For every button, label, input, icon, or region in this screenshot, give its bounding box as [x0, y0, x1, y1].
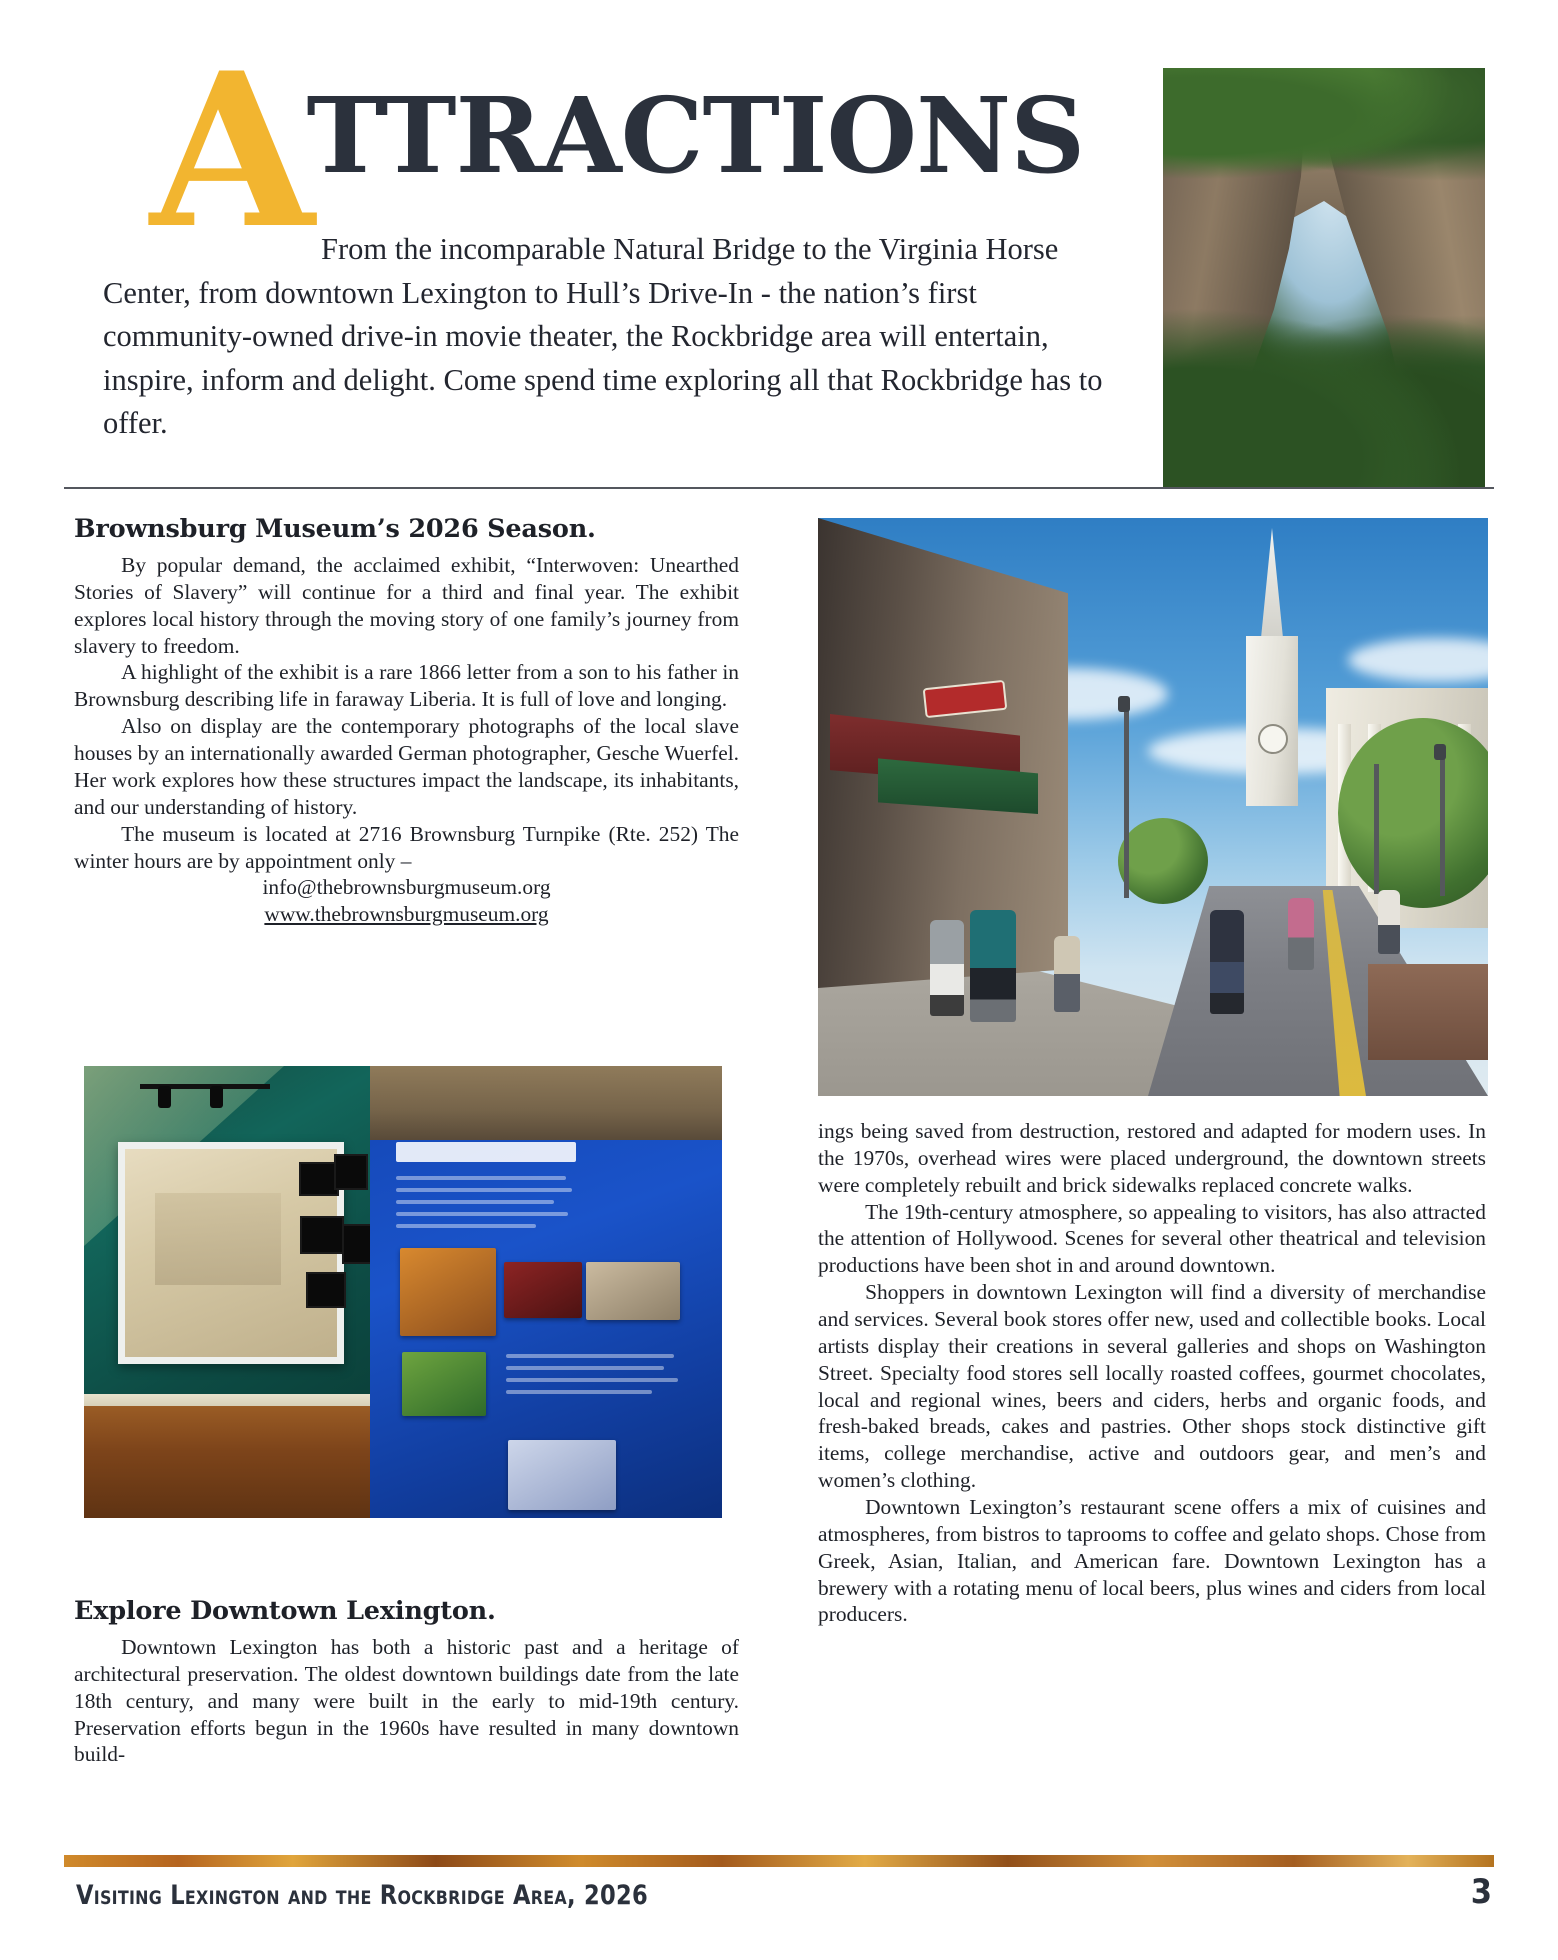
right-column	[818, 1118, 1486, 1628]
steeple-spire	[1260, 528, 1284, 648]
panel-image-tile	[400, 1248, 496, 1336]
intro-text: From the incomparable Natural Bridge to the Virginia Horse Center, from downtown Lexington to Hull’s Drive-In - the nation’s first community-owned drive-in movie theater, the Rockbridge area will entertain, inspire, inform and delight. Come spend time exploring all that Rockbridge has to offer.	[103, 232, 1103, 441]
brownsburg-paragraph-3: Also on display are the contemporary photographs of the local slave houses by an internationally awarded German photographer, Gesche Wuerfel. Her work explores how these structures impact the landscape, its inhabitants, and our understanding of history.	[74, 714, 739, 819]
pedestrian	[1288, 898, 1314, 970]
steeple-tower	[1246, 636, 1298, 806]
museum-email[interactable]: info@thebrownsburgmuseum.org	[262, 875, 551, 900]
panel-text-line	[396, 1200, 554, 1204]
pedestrian	[1210, 910, 1244, 1014]
panel-title-plate	[396, 1142, 576, 1162]
panel-text-line	[506, 1390, 652, 1394]
panel-image-tile	[508, 1440, 616, 1510]
masthead	[0, 0, 1558, 490]
track-light-a	[158, 1086, 171, 1108]
panel-text-line	[506, 1378, 678, 1382]
church-with-steeple	[1208, 528, 1338, 858]
panel-image-tile	[586, 1262, 680, 1320]
brick-wall	[1368, 964, 1488, 1060]
downtown-paragraph-right-3: Shoppers in downtown Lexington will find a diversity of merchandise and services. Several book stores offer new, used and collectible books. Local artists display their creations in several galleries and shops on Washington Street. Specialty food stores sell locally roasted coffees, gourmet chocolates, local and regional wines, beers and ciders, herbs and organic foods, and fresh-baked breads, cakes and pastries. Other shops stock distinctive gift items, college merchandise, active and outdoors gear, and men’s and women’s clothing.	[818, 1280, 1486, 1493]
downtown-paragraph-right-1: ings being saved from destruction, restored and adapted for modern uses. In the 1970s, overhead wires were placed underground, the downtown streets were completely rebuilt and brick sidewalks replaced concrete walks.	[818, 1119, 1486, 1197]
panel-text-line	[506, 1366, 664, 1370]
natural-bridge-photo	[1163, 68, 1485, 488]
header-divider-rule	[64, 487, 1494, 489]
pedestrian	[1054, 936, 1080, 1012]
small-framed-photo-5	[306, 1272, 346, 1308]
traffic-light	[1118, 696, 1130, 712]
traffic-pole	[1124, 698, 1129, 898]
panel-photo-banner	[370, 1066, 722, 1140]
panel-text-line	[506, 1354, 674, 1358]
panel-text-line	[396, 1224, 536, 1228]
pedestrian	[930, 920, 964, 1016]
pedestrian	[970, 910, 1016, 1022]
museum-exhibit-photo	[84, 1066, 722, 1518]
foliage-bottom	[1163, 298, 1485, 488]
title-dropcap: A	[150, 26, 311, 275]
left-column-upper	[74, 515, 739, 928]
downtown-paragraph-right-2: The 19th-century atmosphere, so appealing to visitors, has also attracted the attention of Hollywood. Scenes for several other theatrical and television productions have been shot in and around downtown.	[818, 1199, 1486, 1278]
title-text: TTRACTIONS	[306, 74, 1085, 197]
downtown-heading: Explore Downtown Lexington.	[74, 1596, 496, 1626]
footer-publication-title: Visiting Lexington and the Rockbridge Area, 2026	[76, 1880, 648, 1911]
footer-decorative-bar	[64, 1855, 1494, 1867]
museum-website-link[interactable]: www.thebrownsburgmuseum.org	[264, 902, 549, 927]
panel-image-tile	[504, 1262, 582, 1318]
traffic-pole	[1440, 746, 1445, 896]
panel-text-line	[396, 1212, 568, 1216]
traffic-light	[1434, 744, 1446, 760]
small-framed-photo-3	[300, 1216, 344, 1254]
left-column-lower	[74, 1597, 739, 1768]
clock-face	[1258, 724, 1288, 754]
downtown-paragraph-right-4: Downtown Lexington’s restaurant scene offers a mix of cuisines and atmospheres, from bistros to taprooms to coffee and gelato shops. Chose from Greek, Asian, Italian, and American fare. Downtown Lexington has a brewery with a rotating menu of local beers, plus wines and ciders from local producers.	[818, 1495, 1486, 1627]
artwork-house-sketch	[155, 1193, 281, 1285]
track-light-b	[210, 1086, 223, 1108]
brownsburg-paragraph-4: The museum is located at 2716 Brownsburg Turnpike (Rte. 252) The winter hours are by appointment only –	[74, 821, 739, 873]
small-framed-photo-2	[334, 1154, 368, 1190]
brownsburg-paragraph-1: By popular demand, the acclaimed exhibit, “Interwoven: Unearthed Stories of Slavery” will continue for a third and final year. The exhibit explores local history through the moving story of one family’s journey from slavery to freedom.	[74, 553, 739, 658]
main-street-photo	[818, 518, 1488, 1096]
panel-text-line	[396, 1176, 566, 1180]
lamp-post	[1374, 764, 1379, 894]
page-title	[150, 26, 1085, 275]
intro-paragraph	[103, 228, 1105, 446]
panel-image-tile	[402, 1352, 486, 1416]
panel-text-line	[396, 1188, 572, 1192]
brownsburg-heading: Brownsburg Museum’s 2026 Season.	[74, 514, 596, 544]
pedestrian	[1378, 890, 1400, 954]
brownsburg-paragraph-2: A highlight of the exhibit is a rare 1866 letter from a son to his father in Brownsburg describing life in faraway Liberia. It is full of love and longing.	[74, 660, 739, 712]
page-number: 3	[1470, 1872, 1492, 1912]
foliage-top	[1163, 68, 1485, 188]
wood-floor	[84, 1406, 370, 1518]
downtown-paragraph-left-1: Downtown Lexington has both a historic past and a heritage of architectural preservation. The oldest downtown buildings date from the late 18th century, and many were built in the early to mid-19th century. Preservation efforts begun in the 1960s have resulted in many downtown build-	[74, 1635, 739, 1767]
street-tree	[1118, 818, 1208, 904]
small-framed-photo-1	[299, 1162, 339, 1196]
